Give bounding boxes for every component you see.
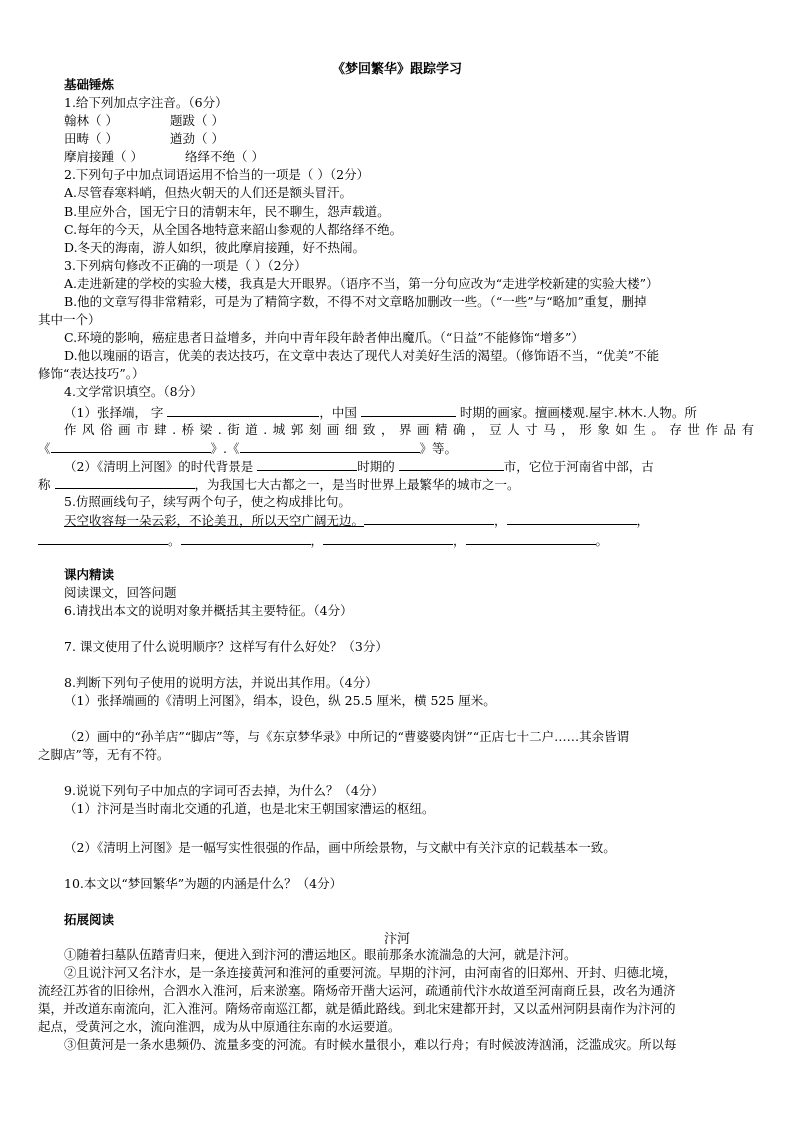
q5-sep-5: ， bbox=[453, 533, 466, 548]
q5-sep-3: 。 bbox=[168, 533, 181, 548]
q5-blank-6[interactable] bbox=[466, 531, 596, 545]
q4-2-text-b: 时期的 bbox=[357, 459, 395, 474]
q1-item-b: 题跋（ ） bbox=[170, 113, 224, 128]
q3-option-c: C.环境的影响，癌症患者日益增多，并向中青年段年龄者伸出魔爪。（“日益”不能修饰“增多”） bbox=[64, 330, 584, 345]
q4-1-text-c: 时期的画家。擅画楼观.屋宇.林木.人物。所 bbox=[459, 405, 697, 420]
q4-2-blank-city[interactable] bbox=[399, 457, 504, 471]
question-8: 8.判断下列句子使用的说明方法，并说出其作用。（4分） bbox=[64, 675, 378, 690]
q5-line1 bbox=[64, 511, 649, 530]
q1-item-f: 络绎不绝（ ） bbox=[185, 149, 264, 164]
q3-option-d: D.他以瑰丽的语言，优美的表达技巧，在文章中表达了现代人对美好生活的渴望。（修饰语不当，“优美”不能 bbox=[64, 348, 660, 363]
section-heading-basic: 基础锤炼 bbox=[64, 77, 115, 92]
page-title: 《梦回繁华》跟踪学习 bbox=[331, 62, 462, 77]
q9-sentence-2: （2）《清明上河图》是一幅写实性很强的作品，画中所绘景物，与文献中有关汴京的记载基本一致。 bbox=[64, 840, 616, 855]
passage-paragraph-1: ①随着扫墓队伍踏青归来，便进入到汴河的漕运地区。眼前那条水流湍急的大河，就是汴河。 bbox=[64, 947, 577, 962]
q5-sep-2: ， bbox=[636, 513, 650, 528]
question-6: 6.请找出本文的说明对象并概括其主要特征。（4分） bbox=[64, 603, 353, 618]
q4-2-blank-oldname[interactable] bbox=[55, 475, 195, 489]
q5-blank-1[interactable] bbox=[364, 511, 494, 525]
section-heading-extended: 拓展阅读 bbox=[64, 912, 115, 927]
q1-item-a: 翰林（ ） bbox=[64, 113, 118, 128]
q4-2-text-a: （2）《清明上河图》的时代背景是 bbox=[64, 459, 254, 474]
inclass-intro: 阅读课文，回答问题 bbox=[64, 585, 177, 600]
passage-paragraph-2: ②且说汴河又名汴水，是一条连接黄河和淮河的重要河流。早期的汴河，由河南省的旧郑州、开封、归德北境， bbox=[64, 965, 677, 980]
q4-1-text-a: （1）张择端， 字 bbox=[64, 405, 164, 420]
q3-option-a: A.走进新建的学校的实验大楼，我真是大开眼界。（语序不当，第一分句应改为“走进学校新建的实验大楼”） bbox=[64, 276, 659, 291]
q1-item-c: 田畴（ ） bbox=[64, 131, 118, 146]
q5-blank-4[interactable] bbox=[181, 531, 311, 545]
passage-paragraph-2-line2: 流经江苏省的旧徐州，合泗水入淮河，后来淤塞。隋炀帝开凿大运河，疏通前代汴水故道至河南商丘县，改名为通济 bbox=[38, 983, 676, 998]
q4-2-blank-era[interactable] bbox=[257, 457, 357, 471]
q5-sep-4: ， bbox=[310, 533, 324, 548]
q8-sentence-2: （2）画中的“孙羊店”“脚店”等，与《东京梦华录》中所记的“曹婆婆肉饼”“正店七十二户……其余皆谓 bbox=[64, 729, 630, 744]
q9-sentence-1: （1）汴河是当时南北交通的孔道，也是北宋王朝国家漕运的枢纽。 bbox=[64, 801, 435, 816]
q4-1-line1 bbox=[64, 403, 697, 422]
q4-1-blank-work2[interactable] bbox=[240, 439, 420, 453]
q5-sep-1: ， bbox=[494, 513, 507, 528]
q4-2-line1 bbox=[64, 457, 654, 476]
q4-1-blank-zi[interactable] bbox=[167, 403, 319, 417]
passage-paragraph-2-line4: 起点，受黄河之水，流向淮泗，成为从中原通往东南的水运要道。 bbox=[38, 1019, 401, 1034]
q3-option-b: B.他的文章写得非常精彩，可是为了精简字数，不得不对文章略加删改一些。（“一些”与“略加”重复，删掉 bbox=[64, 294, 647, 309]
q4-2-text-d: 称 bbox=[38, 477, 51, 492]
passage-paragraph-3: ③但黄河是一条水患频仍、流量多变的河流。有时候水量很小，难以行舟；有时候波涛汹涌，泛滥成灾。所以每 bbox=[64, 1037, 677, 1052]
question-4: 4.文学常识填空。（8分） bbox=[64, 384, 203, 399]
q3-option-d-cont: 修饰“表达技巧”。） bbox=[38, 366, 145, 381]
question-3: 3.下列病句修改不正确的一项是（ ）（2分） bbox=[64, 258, 307, 273]
q8-sentence-1: （1）张择端画的《清明上河图》，绢本，设色，纵 25.5 厘米，横 525 厘米。 bbox=[64, 693, 496, 708]
q5-sep-6: 。 bbox=[595, 533, 609, 548]
q4-2-text-c: 市，它位于河南省中部，古 bbox=[503, 459, 654, 474]
q1-item-d: 遒劲（ ） bbox=[170, 131, 224, 146]
q4-1-line2: 作风俗画市肆.桥梁.街道.城郭刻画细致，界画精确，豆人寸马，形象如生。存世作品有 bbox=[64, 422, 754, 437]
q4-1-text-b: ，中国 bbox=[319, 405, 357, 420]
q8-sentence-2-cont: 之脚店”等，无有不符。 bbox=[38, 747, 170, 762]
q4-1-blank-work1[interactable] bbox=[51, 439, 211, 453]
q2-option-a: A.尽管春寒料峭，但热火朝天的人们还是额头冒汗。 bbox=[64, 185, 353, 200]
question-10: 10.本文以“梦回繁华”为题的内涵是什么？（4分） bbox=[64, 876, 343, 891]
q4-1-text-e3: 》等。 bbox=[419, 441, 458, 456]
q2-option-c: C.每年的今天，从全国各地特意来韶山参观的人都络绎不绝。 bbox=[64, 222, 403, 237]
passage-title: 汴河 bbox=[383, 932, 410, 947]
q4-1-text-e2: 》.《 bbox=[210, 441, 240, 456]
question-7: 7. 课文使用了什么说明顺序？这样写有什么好处？（3分） bbox=[64, 639, 388, 654]
question-1: 1.给下列加点字注音。（6分） bbox=[64, 95, 228, 110]
q4-2-text-e: ，为我国七大古都之一，是当时世界上最繁华的城市之一。 bbox=[194, 477, 520, 492]
q5-line2 bbox=[38, 531, 608, 550]
question-5: 5.仿照画线句子，续写两个句子，使之构成排比句。 bbox=[64, 494, 351, 509]
q4-1-blank-era[interactable] bbox=[361, 403, 456, 417]
section-heading-inclass: 课内精读 bbox=[64, 567, 115, 582]
q5-blank-5[interactable] bbox=[323, 531, 453, 545]
q3-option-b-cont: 其中一个） bbox=[38, 312, 101, 327]
q5-blank-3[interactable] bbox=[38, 531, 168, 545]
q4-1-text-e1: 《 bbox=[38, 441, 51, 456]
q5-blank-2[interactable] bbox=[507, 511, 637, 525]
question-9: 9.说说下列句子中加点的字词可否去掉，为什么？（4分） bbox=[64, 783, 384, 798]
q2-option-b: B.里应外合，国无宁日的清朝末年，民不聊生，怨声载道。 bbox=[64, 204, 390, 219]
q1-item-e: 摩肩接踵（ ） bbox=[64, 149, 143, 164]
q4-1-line3 bbox=[38, 439, 457, 458]
q2-option-d: D.冬天的海南，游人如织，彼此摩肩接踵，好不热闹。 bbox=[64, 240, 366, 255]
q4-2-line2 bbox=[38, 475, 520, 494]
q5-model-sentence: 天空收容每一朵云彩，不论美丑，所以天空广阔无边。 bbox=[64, 513, 365, 528]
passage-paragraph-2-line3: 渠，并改道东南流向，汇入淮河。隋炀帝南巡江都，就是循此路线。到北宋建都开封，又以孟州河阴县南作为汴河的 bbox=[38, 1001, 676, 1016]
question-2: 2.下列句子中加点词语运用不恰当的一项是（ ）（2分） bbox=[64, 167, 370, 182]
